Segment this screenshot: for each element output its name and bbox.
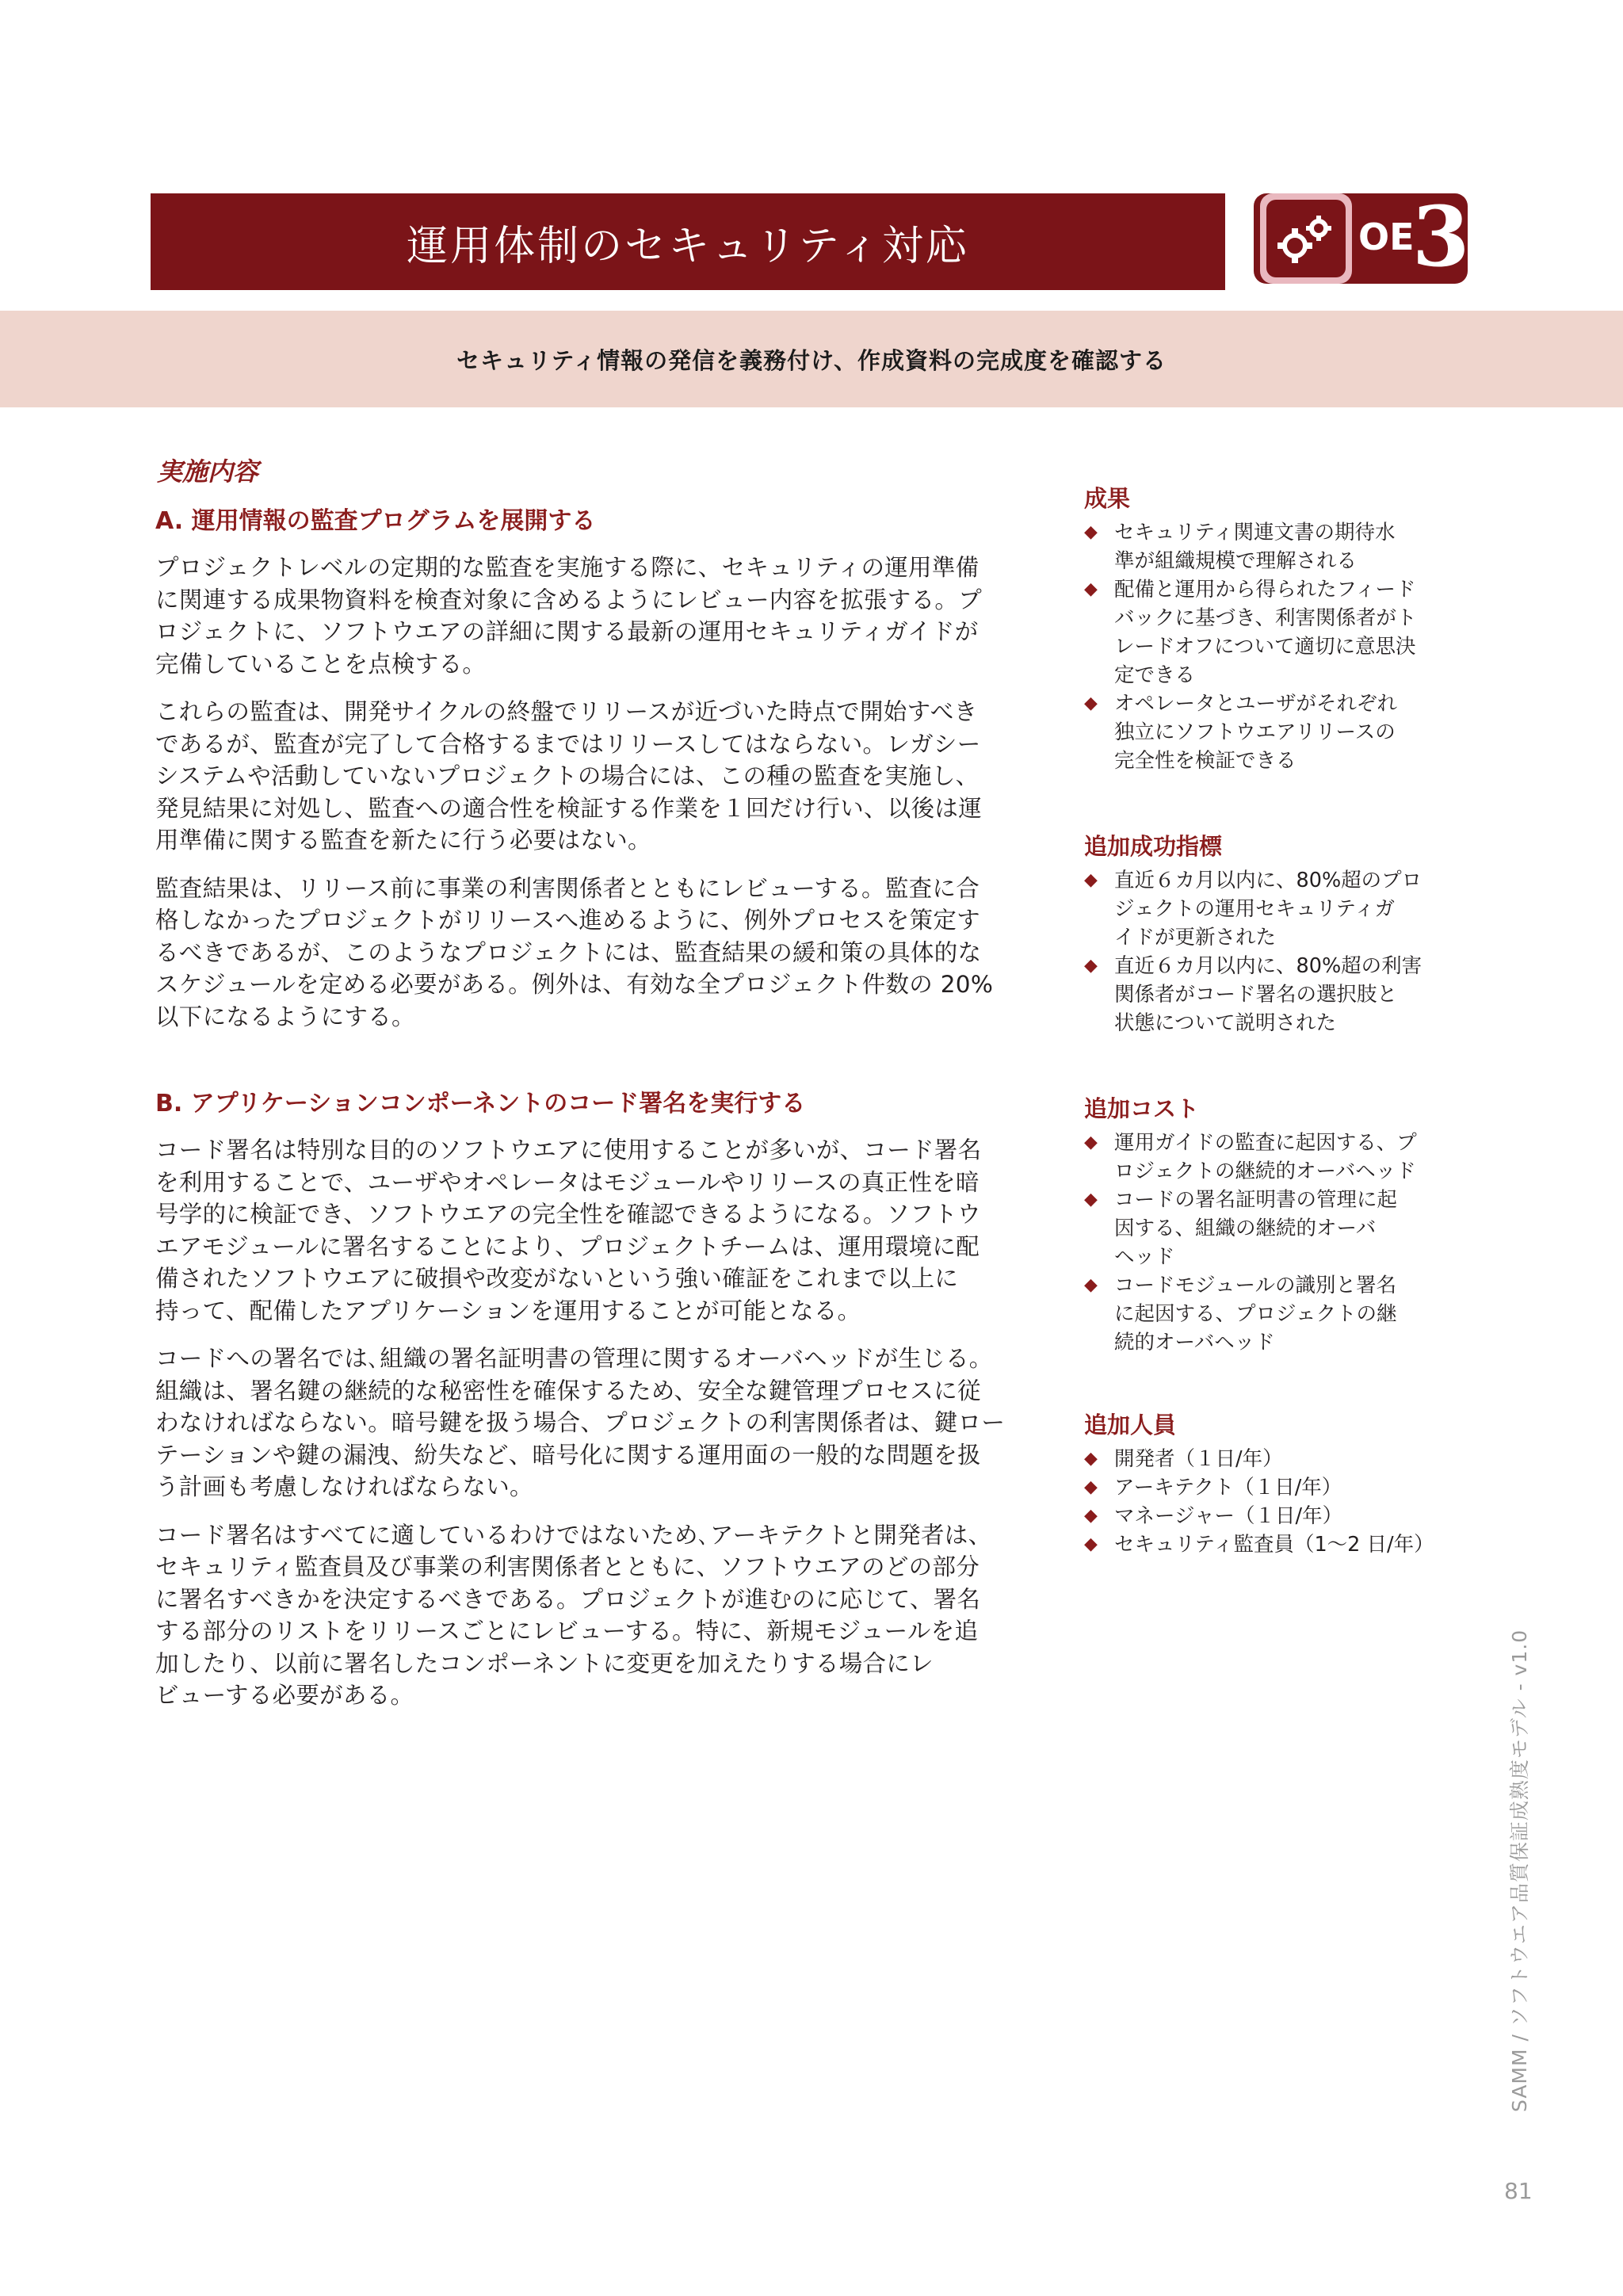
sidebar <box>1084 481 1457 1559</box>
list-item: ◆ セキュリティ関連文書の期待水 準が組織規模で理解される <box>1084 518 1457 575</box>
personnel-list <box>1084 1445 1457 1559</box>
diamond-bullet-icon: ◆ <box>1084 522 1098 542</box>
list-item: ◆ 配備と運用から得られたフィード バックに基づき、利害関係者がト レードオフについて適切に意思決 定できる <box>1084 575 1457 690</box>
page-title: 運用体制のセキュリティ対応 <box>407 222 969 270</box>
paragraph: コード署名はすべてに適しているわけではないため､アーキテクトと開発者は、 セキュリティ監査員及び事業の利害関係者とともに、ソフトウエアのどの部分 に署名すべきかを決定するべきである。プロジェクトが進むのに応じて、署名 する部分のリストをリリースごとにレビューする。特に、新規モジュールを追 加したり、以前に署名したコンポーネントに変更を加えたりする場合にレ ビューする必要がある。 <box>155 1521 992 1709</box>
diamond-bullet-icon: ◆ <box>1084 1534 1098 1554</box>
gears-icon <box>1266 200 1346 277</box>
diamond-bullet-icon: ◆ <box>1084 1506 1098 1526</box>
sidebar-heading-metrics: 追加成功指標 <box>1084 833 1223 860</box>
diamond-bullet-icon: ◆ <box>1084 1477 1098 1497</box>
list-item: ◆ 運用ガイドの監査に起因する、プ ロジェクトの継続的オーバヘッド <box>1084 1129 1457 1186</box>
diamond-bullet-icon: ◆ <box>1084 1190 1098 1209</box>
subtitle-band <box>0 311 1623 407</box>
main-content <box>155 452 1019 1728</box>
costs-list <box>1084 1129 1457 1357</box>
sidebar-heading-results: 成果 <box>1084 485 1131 512</box>
subsection-heading-b: B. アプリケーションコンポーネントのコード署名を実行する <box>155 1090 806 1117</box>
list-item: ◆ オペレータとユーザがそれぞれ 独立にソフトウエアリリースの 完全性を検証できる <box>1084 690 1457 775</box>
paragraph: コードへの署名では､組織の署名証明書の管理に関するオーバヘッドが生じる。 組織は、署名鍵の継続的な秘密性を確保するため、安全な鍵管理プロセスに従 わなければならない。暗号鍵を扱う場合、プロジェクトの利害関係者は、鍵ロー テーションや鍵の漏洩、紛失など、暗号化に関する運用面の一般的な問題を扱 う計画も考慮しなければならない。 <box>155 1345 1006 1500</box>
list-item: ◆ 開発者（１日/年） <box>1084 1445 1457 1473</box>
badge-level: 3 <box>1412 188 1470 285</box>
diamond-bullet-icon: ◆ <box>1084 956 1098 976</box>
badge-code: OE <box>1358 216 1415 258</box>
diamond-bullet-icon: ◆ <box>1084 1449 1098 1469</box>
paragraph: コード署名は特別な目的のソフトウエアに使用することが多いが、コード署名 を利用することで、ユーザやオペレータはモジュールやリリースの真正性を暗 号学的に検証でき、ソフトウエアの完全性を確認できるようになる。ソフトウ エアモジュールに署名することにより、プロジェクトチームは、運用環境に配 備されたソフトウエアに破損や改変がないという強い確証をこれまで以上に 持って、配備したアプリケーションを運用することが可能となる。 <box>155 1137 982 1324</box>
list-item: ◆ 直近６カ月以内に、80%超の利害 関係者がコード署名の選択肢と 状態について説明された <box>1084 952 1457 1037</box>
page-number: 81 <box>1504 2178 1533 2204</box>
section-title: 実施内容 <box>157 457 259 487</box>
list-item: ◆ 直近６カ月以内に、80%超のプロ ジェクトの運用セキュリティガ イドが更新された <box>1084 866 1457 952</box>
diamond-bullet-icon: ◆ <box>1084 1275 1098 1295</box>
page-subtitle: セキュリティ情報の発信を義務付け、作成資料の完成度を確認する <box>456 346 1167 374</box>
metrics-list <box>1084 866 1457 1037</box>
subsection-heading-a: A. 運用情報の監査プログラムを展開する <box>155 507 596 535</box>
paragraph: これらの監査は、開発サイクルの終盤でリリースが近づいた時点で開始すべき であるが、監査が完了して合格するまではリリースしてはならない。レガシー システムや活動していないプロジェクトの場合には、この種の監査を実施し、 発見結果に対処し、監査への適合性を検証する作業を１回だけ行い、以後は運 用準備に関する監査を新たに行う必要はない。 <box>155 698 982 854</box>
diamond-bullet-icon: ◆ <box>1084 870 1098 890</box>
list-item: ◆ アーキテクト（１日/年） <box>1084 1473 1457 1502</box>
list-item: ◆ セキュリティ監査員（1～2 日/年） <box>1084 1530 1457 1559</box>
practice-badge <box>1254 188 1470 285</box>
paragraph: 監査結果は、リリース前に事業の利害関係者とともにレビューする。監査に合 格しなかったプロジェクトがリリースへ進めるように、例外プロセスを策定す るべきであるが、このようなプロジェクトには、監査結果の緩和策の具体的な スケジュールを定める必要がある。例外は、有効な全プロジェクト件数の 20% 以下になるようにする。 <box>155 874 994 1030</box>
list-item: ◆ マネージャー（１日/年） <box>1084 1502 1457 1530</box>
results-list <box>1084 518 1457 775</box>
diamond-bullet-icon: ◆ <box>1084 579 1098 599</box>
diamond-bullet-icon: ◆ <box>1084 693 1098 713</box>
sidebar-heading-personnel: 追加人員 <box>1084 1412 1177 1438</box>
list-item: ◆ コードモジュールの識別と署名 に起因する、プロジェクトの継 続的オーバヘッド <box>1084 1271 1457 1357</box>
list-item: ◆ コードの署名証明書の管理に起 因する、組織の継続的オーバ ヘッド <box>1084 1186 1457 1271</box>
footer-vertical-text: SAMM / ソフトウエア品質保証成熟度モデル - v1.0 <box>1508 1629 1531 2112</box>
paragraph: プロジェクトレベルの定期的な監査を実施する際に、セキュリティの運用準備 に関連する成果物資料を検査対象に含めるようにレビュー内容を拡張する。プ ロジェクトに、ソフトウエアの詳細に関する最新の運用セキュリティガイドが 完備していることを点検する。 <box>155 554 982 678</box>
badge-icon-frame <box>1260 193 1352 284</box>
diamond-bullet-icon: ◆ <box>1084 1133 1098 1152</box>
title-banner <box>151 193 1225 290</box>
sidebar-heading-costs: 追加コスト <box>1084 1095 1200 1122</box>
